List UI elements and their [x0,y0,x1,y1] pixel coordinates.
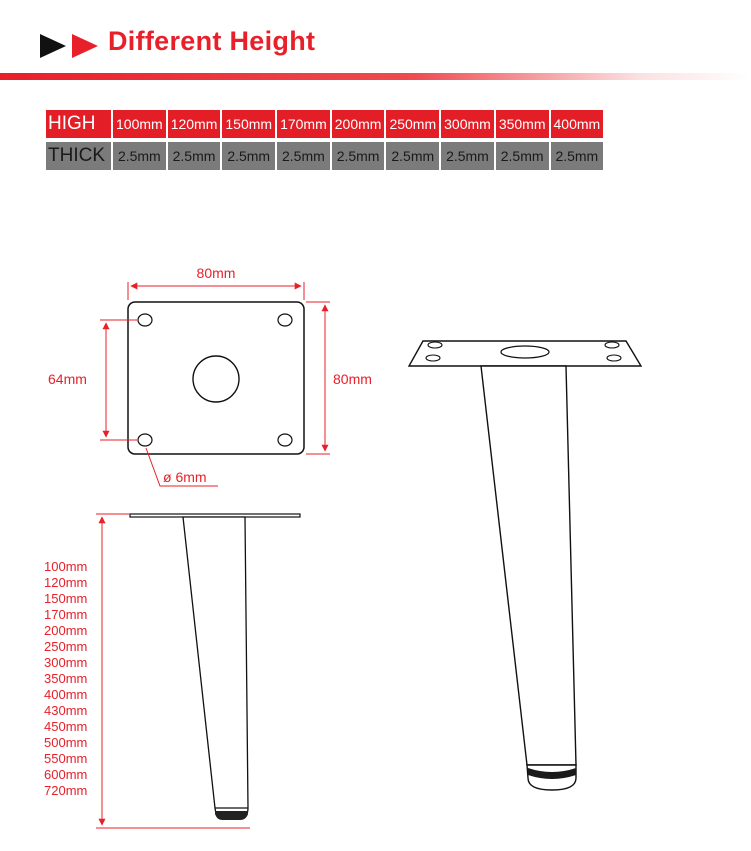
high-cell: 100mm [113,110,166,138]
hole-diameter-label: ø 6mm [163,469,207,485]
thick-cell: 2.5mm [441,142,494,170]
thick-cell: 2.5mm [386,142,439,170]
height-option: 350mm [44,671,88,686]
height-option: 170mm [44,607,88,622]
leg-side-view [44,514,300,828]
height-option: 600mm [44,767,88,782]
side-leg-body [183,517,248,819]
thick-cell: 2.5mm [222,142,275,170]
high-cell: 200mm [332,110,385,138]
height-option: 500mm [44,735,88,750]
thick-cell: 2.5mm [277,142,330,170]
thick-cell: 2.5mm [168,142,221,170]
high-label: HIGH [46,110,111,138]
perspective-leg-body [481,366,576,765]
plate-outline [128,302,304,454]
hole-spacing-label: 64mm [48,371,87,387]
height-option: 250mm [44,639,88,654]
height-option: 200mm [44,623,88,638]
height-option: 550mm [44,751,88,766]
high-cell: 150mm [222,110,275,138]
thick-cell: 2.5mm [551,142,604,170]
height-option: 120mm [44,575,88,590]
high-cell: 250mm [386,110,439,138]
thick-cell: 2.5mm [332,142,385,170]
side-leg-foot [215,811,248,820]
perspective-plate [409,341,641,366]
thick-cell: 2.5mm [496,142,549,170]
high-cell: 350mm [496,110,549,138]
high-cell: 120mm [168,110,221,138]
high-cell: 170mm [277,110,330,138]
height-option: 450mm [44,719,88,734]
plate-width-label: 80mm [196,265,236,281]
thick-cell: 2.5mm [113,142,166,170]
leg-perspective-view [409,341,641,790]
height-option: 150mm [44,591,88,606]
height-option: 720mm [44,783,88,798]
high-cell: 300mm [441,110,494,138]
plate-top-view [48,265,372,486]
section-title: Different Height [108,26,316,56]
height-option: 100mm [44,559,88,574]
high-cell: 400mm [551,110,604,138]
plate-height-label: 80mm [333,371,372,387]
height-option: 300mm [44,655,88,670]
height-option: 430mm [44,703,88,718]
height-option: 400mm [44,687,88,702]
thick-label: THICK [46,142,111,170]
